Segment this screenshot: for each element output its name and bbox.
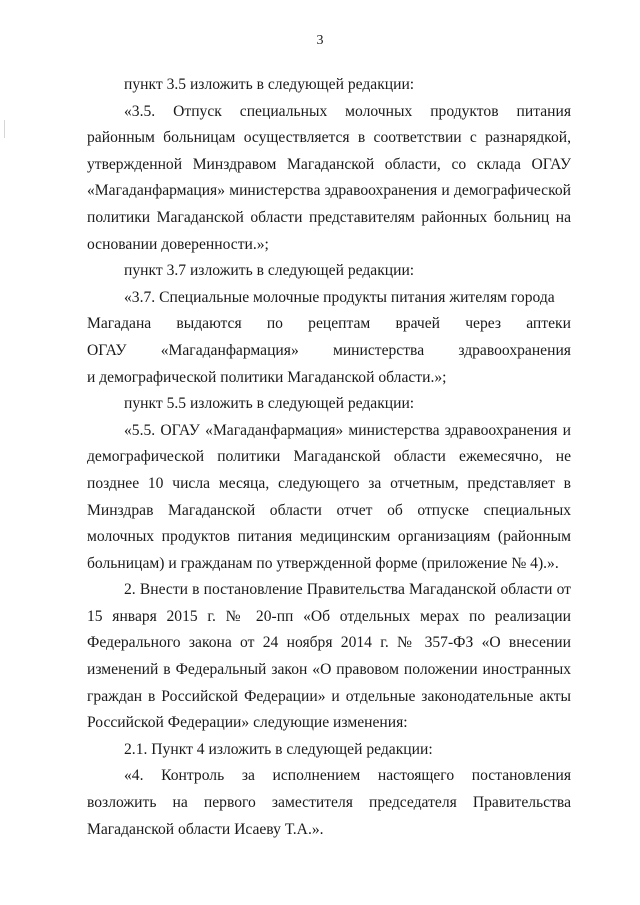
word: здравоохранения (458, 341, 571, 359)
word: выдаются (176, 315, 242, 333)
paragraph-3-5-text: «3.5. Отпуск специальных молочных продуктов питания районным больницам осуществляется в соответствии с разнарядкой, утвержденной Минздравом Магаданской области, со склада ОГАУ «Магаданфармация» министерства здравоохранения и демографической политики Магаданской области представителям районных больниц на основании доверенности.»; (87, 102, 571, 253)
paragraph-5-5-text: «5.5. ОГАУ «Магаданфармация» министерства здравоохранения и демографической политики Магаданской области ежемесячно, не позднее 10 числа месяца, следующего за отчетным, представляет в Минздрав Магаданской области отчет об отпуске специальных молочных продуктов питания медицинским организациям (районным больницам) и гражданам по утвержденной форме (приложение № 4).». (87, 421, 571, 572)
word: аптеки (526, 315, 571, 333)
paragraph-3-7-line-3 (87, 338, 571, 365)
paragraph-3-7-last-line: и демографической политики Магаданской области.»; (87, 368, 447, 386)
word: «Магаданфармация» (160, 341, 299, 359)
paragraph-3-7-line-2 (87, 311, 571, 338)
paragraph-3-5-intro: пункт 3.5 изложить в следующей редакции: (124, 76, 415, 93)
word: ОГАУ (87, 341, 127, 359)
paragraph-5-5-intro: пункт 5.5 изложить в следующей редакции: (124, 395, 415, 413)
paragraph-3-7-first-line: «3.7. Специальные молочные продукты питания жителям города (124, 288, 555, 306)
word: по (266, 315, 283, 333)
word: рецептам (308, 315, 371, 333)
paragraph-3-7-intro: пункт 3.7 изложить в следующей редакции: (124, 262, 415, 280)
word: Магадана (87, 315, 152, 333)
page-number: 3 (316, 33, 324, 48)
word: врачей (395, 315, 441, 333)
paragraph-item-4-text: «4. Контроль за исполнением настоящего постановления возложить на первого заместителя председателя Правительства Магаданской области Исаеву Т.А.». (87, 767, 571, 838)
document-body (87, 72, 571, 843)
paragraph-item-2-1: 2.1. Пункт 4 изложить в следующей редакции: (124, 740, 433, 758)
word: министерства (332, 341, 425, 359)
word: через (465, 315, 502, 333)
paragraph-item-2: 2. Внести в постановление Правительства Магаданской области от 15 января 2015 г. № 20-пп «Об отдельных мерах по реализации Федерального закона от 24 ноября 2014 г. № 357-ФЗ «О внесении изменений в Федеральный закон «О правовом положении иностранных граждан в Российской Федерации» и отдельные законодательные акты Российской Федерации» следующие изменения: (87, 581, 571, 732)
margin-mark (4, 120, 5, 138)
